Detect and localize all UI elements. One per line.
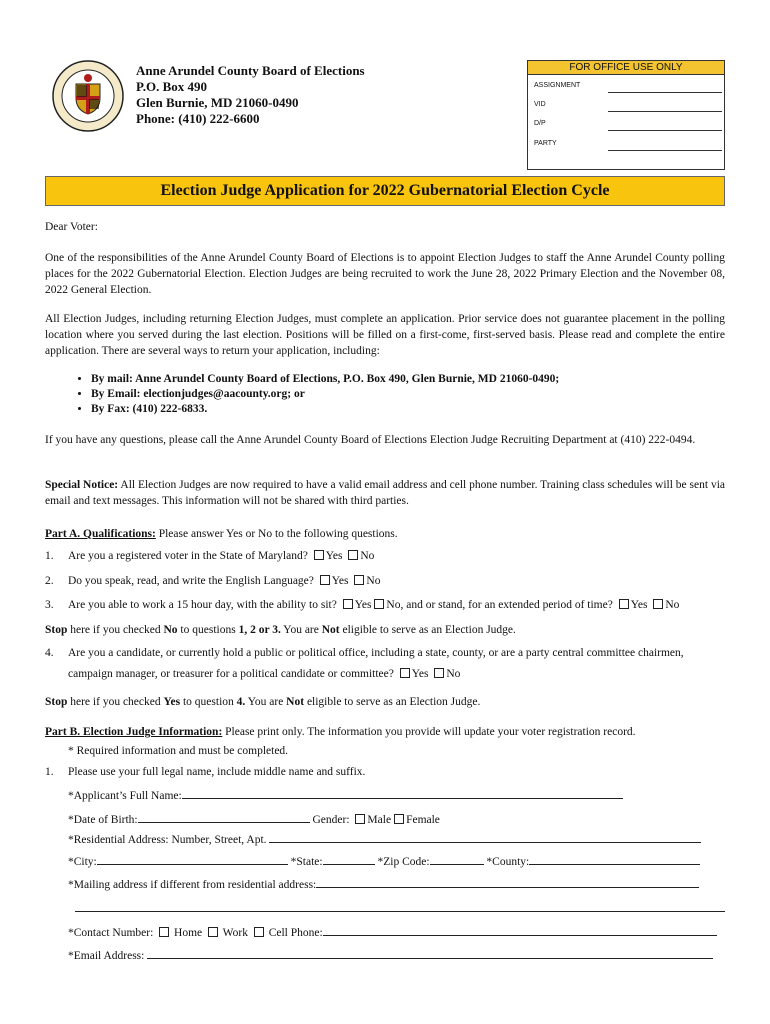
- q1-yes-checkbox[interactable]: [314, 550, 324, 560]
- dob-gender-row: [68, 811, 440, 828]
- city-state-row: [68, 853, 700, 870]
- party-field[interactable]: [608, 150, 722, 151]
- contact-row: [68, 924, 717, 941]
- stop-text: here if you checked: [67, 624, 164, 636]
- address-field[interactable]: [269, 831, 701, 843]
- assignment-label: ASSIGNMENT: [534, 82, 581, 89]
- county-field[interactable]: [529, 853, 700, 865]
- part-b-heading: [45, 724, 725, 740]
- city-line: Glen Burnie, MD 21060-0490: [136, 95, 299, 110]
- dp-field[interactable]: [608, 130, 722, 131]
- q4-yes-checkbox[interactable]: [400, 668, 410, 678]
- stop-text: here if you checked: [67, 696, 164, 708]
- list-item: • By Email: electionjudges@aacounty.org; or: [91, 387, 725, 402]
- q4-no-checkbox[interactable]: [434, 668, 444, 678]
- required-note: * Required information and must be completed.: [68, 745, 289, 757]
- office-use-title: FOR OFFICE USE ONLY: [528, 61, 724, 75]
- email-field[interactable]: [147, 947, 713, 959]
- stop-text: Not: [321, 624, 340, 636]
- state-label: *State:: [287, 856, 323, 868]
- question-number: 2.: [45, 575, 54, 587]
- q2-no-checkbox[interactable]: [354, 575, 364, 585]
- q1-no-checkbox[interactable]: [348, 550, 358, 560]
- work-checkbox[interactable]: [208, 927, 218, 937]
- county-label: *County:: [483, 856, 530, 868]
- part-a-heading: [45, 526, 725, 542]
- q3-stand-yes-checkbox[interactable]: [619, 599, 629, 609]
- question-number: 3.: [45, 599, 54, 611]
- question-text: campaign manager, or treasurer for a political candidate or committee?: [68, 668, 397, 680]
- instruction-1: [0, 764, 770, 780]
- questions-paragraph: If you have any questions, please call the Anne Arundel County Board of Elections Election Judge Recruiting Department at (410) 222-0494.: [45, 434, 696, 446]
- stop-text: 1, 2 or 3.: [238, 624, 281, 636]
- stop-text: You are: [280, 624, 322, 636]
- question-text: Do you speak, read, and write the English Language?: [68, 575, 317, 587]
- application-paragraph: All Election Judges, including returning Election Judges, must complete an application. Prior service does not guarantee placement in the polling location where you served during the last election. Positions will be filled on a first-come, first-served basis. Please read and complete the entire application. There are several ways to return your application, including:: [45, 313, 725, 357]
- stop-text: Yes: [163, 696, 181, 708]
- assignment-field[interactable]: [608, 92, 722, 93]
- no-label: No: [446, 668, 461, 680]
- yes-label: Yes: [325, 550, 343, 562]
- mailing-label: *Mailing address if different from residential address:: [68, 879, 317, 891]
- office-use-box: [527, 60, 725, 170]
- state-field[interactable]: [323, 853, 375, 865]
- po-box: P.O. Box 490: [136, 79, 208, 94]
- address-label: *Residential Address: Number, Street, Apt.: [68, 834, 267, 846]
- no-label: No: [665, 599, 680, 611]
- cell-checkbox[interactable]: [254, 927, 264, 937]
- city-label: *City:: [68, 856, 97, 868]
- q3-sit-no-checkbox[interactable]: [374, 599, 384, 609]
- male-label: Male: [367, 814, 392, 826]
- stop-label: Stop: [45, 696, 68, 708]
- county-seal-icon: [52, 60, 124, 132]
- full-name-row: [68, 787, 623, 804]
- mailing-field-line-2[interactable]: [75, 911, 725, 912]
- stop-notice-1: [45, 622, 725, 638]
- board-address: [136, 63, 365, 127]
- work-label: Work: [220, 927, 251, 939]
- dp-label: D/P: [534, 120, 546, 127]
- question-text: No, and or stand, for an extended period of time?: [386, 599, 616, 611]
- female-label: Female: [406, 814, 440, 826]
- list-item: • By mail: Anne Arundel County Board of Elections, P.O. Box 490, Glen Burnie, MD 21060-0490;: [91, 372, 725, 387]
- stop-text: No: [163, 624, 178, 636]
- question-text: Are you able to work a 15 hour day, with the ability to sit?: [68, 599, 340, 611]
- stop-notice-2: [45, 694, 725, 710]
- stop-text: 4.: [236, 696, 246, 708]
- vid-label: VID: [534, 101, 546, 108]
- address-row: [68, 831, 701, 848]
- special-notice-text: All Election Judges are now required to have a valid email address and cell phone number. Training class schedules will be sent via email and text messages. This information will not be shared with third parties.: [45, 479, 725, 507]
- q3-sit-yes-checkbox[interactable]: [343, 599, 353, 609]
- stop-text: Not: [286, 696, 305, 708]
- vid-field[interactable]: [608, 111, 722, 112]
- stop-label: Stop: [45, 624, 68, 636]
- full-name-field[interactable]: [182, 787, 623, 799]
- greeting: Dear Voter:: [45, 221, 98, 233]
- part-b-label: Part B. Election Judge Information:: [45, 726, 223, 738]
- dob-field[interactable]: [138, 811, 310, 823]
- return-methods-list: [45, 372, 725, 417]
- cell-phone-field[interactable]: [323, 924, 717, 936]
- gender-label: Gender:: [309, 814, 353, 826]
- q3-stand-no-checkbox[interactable]: [653, 599, 663, 609]
- email-row: [68, 947, 713, 964]
- part-a-label: Part A. Qualifications:: [45, 528, 156, 540]
- instruction-text: Please use your full legal name, include middle name and suffix.: [68, 766, 366, 778]
- female-checkbox[interactable]: [394, 814, 404, 824]
- page-title: Election Judge Application for 2022 Gubernatorial Election Cycle: [45, 176, 725, 206]
- stop-text: eligible to serve as an Election Judge.: [339, 624, 516, 636]
- contact-label: *Contact Number:: [68, 927, 157, 939]
- zip-label: *Zip Code:: [374, 856, 430, 868]
- list-item: • By Fax: (410) 222-6833.: [91, 402, 725, 417]
- mailing-field[interactable]: [316, 876, 699, 888]
- email-label: *Email Address:: [68, 950, 148, 962]
- stop-text: to questions: [177, 624, 239, 636]
- yes-label: Yes: [411, 668, 429, 680]
- full-name-label: *Applicant’s Full Name:: [68, 790, 182, 802]
- special-notice: [45, 477, 725, 509]
- home-label: Home: [171, 927, 206, 939]
- question-2: [0, 573, 770, 589]
- part-a-text: Please answer Yes or No to the following questions.: [155, 528, 398, 540]
- party-label: PARTY: [534, 140, 557, 147]
- phone-line: Phone: (410) 222-6600: [136, 111, 260, 126]
- mailing-row: [68, 876, 699, 893]
- home-checkbox[interactable]: [159, 927, 169, 937]
- stop-text: You are: [245, 696, 287, 708]
- dob-label: *Date of Birth:: [68, 814, 138, 826]
- question-1: [0, 548, 770, 564]
- yes-label: Yes: [630, 599, 648, 611]
- male-checkbox[interactable]: [355, 814, 365, 824]
- question-number: 1.: [45, 550, 54, 562]
- question-number: 4.: [45, 647, 54, 659]
- question-3: [0, 597, 770, 613]
- q2-yes-checkbox[interactable]: [320, 575, 330, 585]
- no-label: No: [366, 575, 381, 587]
- special-notice-label: Special Notice:: [45, 479, 119, 491]
- cell-label: Cell Phone:: [265, 927, 323, 939]
- question-text: Are you a candidate, or currently hold a public or political office, including a state, county, or are a party central committee chairmen,: [68, 647, 684, 659]
- stop-text: eligible to serve as an Election Judge.: [304, 696, 481, 708]
- item-number: 1.: [45, 766, 54, 778]
- part-b-text: Please print only. The information you provide will update your voter registration record.: [222, 726, 636, 738]
- city-field[interactable]: [97, 853, 288, 865]
- question-text: Are you a registered voter in the State of Maryland?: [68, 550, 311, 562]
- board-name: Anne Arundel County Board of Elections: [136, 63, 365, 78]
- zip-field[interactable]: [430, 853, 484, 865]
- yes-label: Yes: [354, 599, 372, 611]
- intro-paragraph: One of the responsibilities of the Anne Arundel County Board of Elections is to appoint Election Judges to staff the Anne Arundel County polling places for the 2022 Gubernatorial Election. Election Judges are being recruited to work the June 28, 2022 Primary Election and the November 08, 2022 General Election.: [45, 252, 725, 296]
- no-label: No: [360, 550, 375, 562]
- yes-label: Yes: [331, 575, 349, 587]
- question-4: [0, 645, 770, 685]
- stop-text: to question: [180, 696, 237, 708]
